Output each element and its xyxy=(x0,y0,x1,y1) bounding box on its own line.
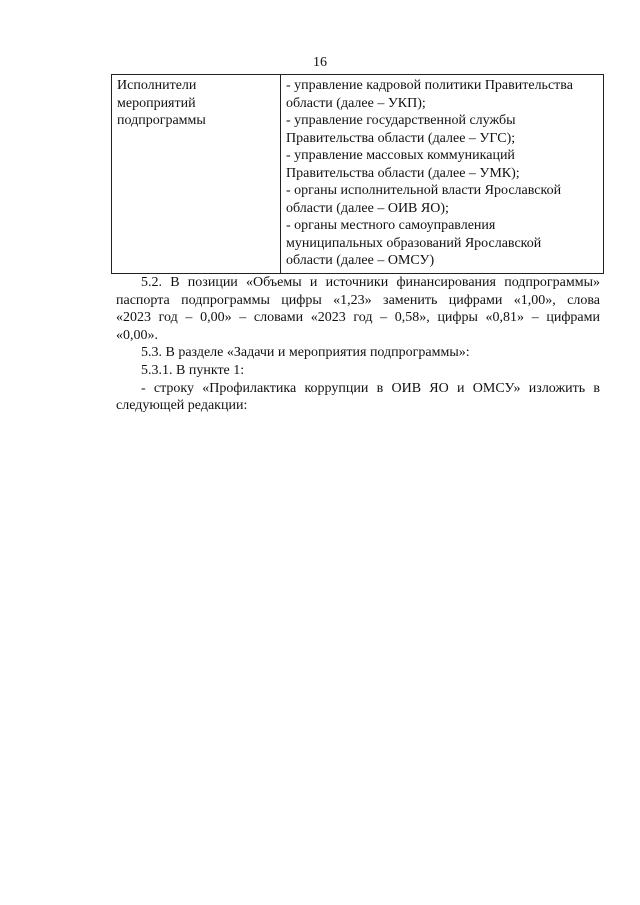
label-line: Исполнители xyxy=(117,78,197,93)
value-line: муниципальных образований Ярославской xyxy=(286,235,542,251)
page-number: 16 xyxy=(313,55,327,70)
paragraph-5-3-1: 5.3.1. В пункте 1: xyxy=(141,362,245,378)
value-cell xyxy=(281,75,604,274)
label-cell xyxy=(112,75,281,274)
paragraph-5-3: 5.3. В разделе «Задачи и мероприятия подпрограммы»: xyxy=(141,345,470,361)
document-body xyxy=(116,274,600,415)
paragraph-line: - строку «Профилактика коррупции в ОИВ ЯО и ОМСУ» изложить в xyxy=(141,380,600,396)
value-line: - управление массовых коммуникаций xyxy=(286,148,515,163)
value-line: области (далее – ОИВ ЯО); xyxy=(286,200,449,216)
value-line: - органы местного самоуправления xyxy=(286,218,496,233)
label-line: мероприятий xyxy=(117,95,196,111)
paragraph-5-2 xyxy=(116,274,600,344)
label-line: подпрограммы xyxy=(117,113,206,128)
paragraph-line: следующей редакции: xyxy=(116,398,248,414)
table-row xyxy=(112,75,604,274)
paragraph-line: паспорта подпрограммы цифры «1,23» заменить цифрами «1,00», слова xyxy=(116,292,600,308)
paragraph-line: 5.2. В позиции «Объемы и источники финансирования подпрограммы» xyxy=(141,275,600,290)
value-line: Правительства области (далее – УГС); xyxy=(286,130,516,146)
paragraph-row-replacement xyxy=(116,380,600,415)
value-line: - органы исполнительной власти Ярославской xyxy=(286,183,562,198)
value-line: области (далее – ОМСУ) xyxy=(286,253,435,268)
value-line: Правительства области (далее – УМК); xyxy=(286,165,520,181)
paragraph-line: «2023 год – 0,00» – словами «2023 год – 0,58», цифры «0,81» – цифрами xyxy=(116,310,600,326)
subprogram-passport-table xyxy=(111,74,604,274)
paragraph-line: «0,00». xyxy=(116,327,158,343)
value-line: - управление кадровой политики Правительства xyxy=(286,78,573,93)
value-line: области (далее – УКП); xyxy=(286,95,426,111)
value-line: - управление государственной службы xyxy=(286,113,516,128)
